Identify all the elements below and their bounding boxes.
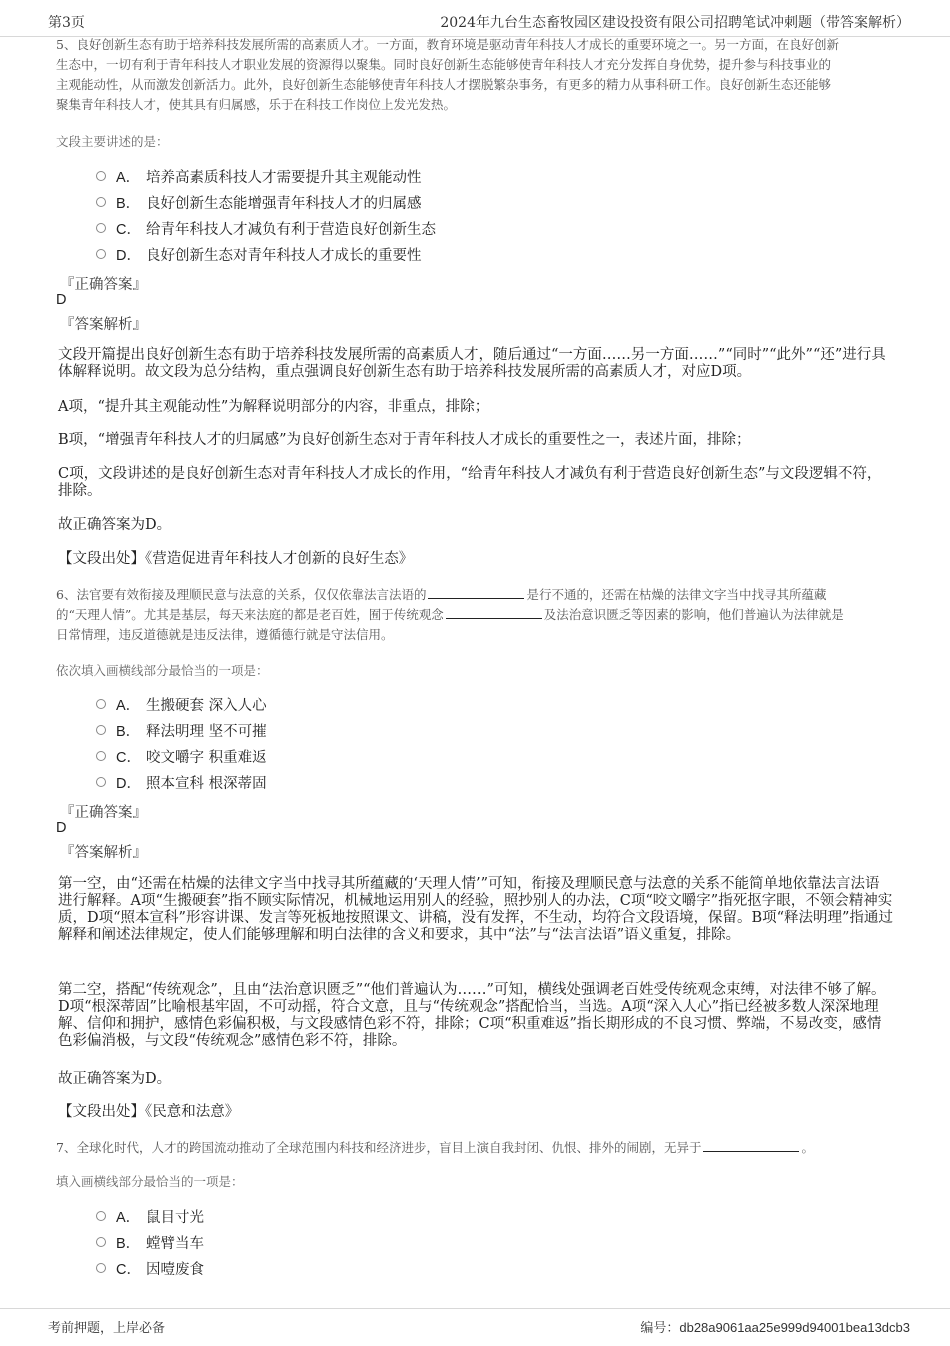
radio-icon[interactable] <box>96 171 106 181</box>
q5-correct-answer: D <box>56 292 67 308</box>
q7-options <box>96 1203 796 1281</box>
q5-option-b[interactable]: B． 良好创新生态能增强青年科技人才的归属感 <box>96 189 796 215</box>
q7-option-c[interactable]: C． 因噎废食 <box>96 1255 796 1281</box>
q5-option-c[interactable]: C． 给青年科技人才减负有利于营造良好创新生态 <box>96 215 796 241</box>
radio-icon[interactable] <box>96 223 106 233</box>
q5-prompt: 文段主要讲述的是： <box>56 134 169 149</box>
q7-passage: 7、全球化时代，人才的跨国流动推动了全球范围内科技和经济进步，盲目上演自我封闭、仇恨、排外的闹剧，无异于 。 <box>56 1140 814 1155</box>
q6-passage-line: 6、法官要有效衔接及理顺民意与法意的关系，仅仅依靠法言法语的 是行不通的，还需在枯燥的法律文字当中找寻其所蕴藏 <box>56 587 827 602</box>
q5-passage-line: 5、良好创新生态有助于培养科技发展所需的高素质人才。一方面，教育环境是驱动青年科技人才成长的重要环境之一。另一方面，在良好创新 <box>56 37 839 52</box>
q5-analysis-p4: C项，文段讲述的是良好创新生态对青年科技人才成长的作用，“给青年科技人才减负有利于营造良好创新生态”与文段逻辑不符，排除。 <box>58 466 882 499</box>
radio-icon[interactable] <box>96 777 106 787</box>
q7-option-a[interactable]: A． 鼠目寸光 <box>96 1203 796 1229</box>
answer-blank <box>703 1139 799 1152</box>
footer-code-label: 编号： <box>640 1321 680 1336</box>
q6-analysis-p2: 第二空，搭配“传统观念”，且由“法治意识匮乏”“他们普遍认为……”可知，横线处强调老百姓受传统观念束缚，对法律不够了解。D项“根深蒂固”比喻根基牢固，不可动摇，符合文意，且与“传统观念”搭配恰当，当选。A项“深入人心”指已经被多数人深深地理解、信仰和拥护，感情色彩偏积极，与文段感情色彩不符，排除；C项“积重难返”指长期形成的不良习惯、弊端，不易改变，感情色彩偏消极，与文段“传统观念”感情色彩不符，排除。 <box>58 982 886 1049</box>
q5-option-a[interactable]: A． 培养高素质科技人才需要提升其主观能动性 <box>96 163 796 189</box>
q6-analysis-p3: 故正确答案为D。 <box>58 1071 172 1087</box>
footer-code-value: db28a9061aa25e999d94001bea13dcb3 <box>679 1320 910 1335</box>
radio-icon[interactable] <box>96 1237 106 1247</box>
page-header <box>0 0 950 37</box>
q5-passage <box>56 35 892 115</box>
page-number: 第3页 <box>48 15 85 31</box>
q6-option-b[interactable]: B． 释法明理 坚不可摧 <box>96 717 796 743</box>
footer-code <box>640 1317 910 1336</box>
document-title: 2024年九台生态畜牧园区建设投资有限公司招聘笔试冲刺题（带答案解析） <box>440 15 910 31</box>
q5-analysis-p3: B项，“增强青年科技人才的归属感”为良好创新生态对于青年科技人才成长的重要性之一，表述片面，排除； <box>58 432 751 448</box>
q5-passage-line: 主观能动性，从而激发创新活力。此外，良好创新生态能够使青年科技人才摆脱繁杂事务，有更多的精力从事科研工作。良好创新生态还能够 <box>56 77 832 92</box>
answer-blank <box>446 606 542 619</box>
q5-analysis-p5: 故正确答案为D。 <box>58 517 172 533</box>
q5-analysis-label: 『答案解析』 <box>60 317 147 333</box>
q5-options <box>96 163 796 267</box>
q6-source: 【文段出处】《民意和法意》 <box>58 1104 240 1120</box>
footer-slogan: 考前押题，上岸必备 <box>48 1321 166 1336</box>
q6-option-c[interactable]: C． 咬文嚼字 积重难返 <box>96 743 796 769</box>
radio-icon[interactable] <box>96 699 106 709</box>
q6-option-a[interactable]: A． 生搬硬套 深入人心 <box>96 691 796 717</box>
q6-passage <box>56 585 892 645</box>
q5-analysis-p2: A项，“提升其主观能动性”为解释说明部分的内容，非重点，排除； <box>58 399 490 415</box>
q6-analysis-p1: 第一空，由“还需在枯燥的法律文字当中找寻其所蕴藏的‘天理人情’”可知，衔接及理顺民意与法意的关系不能简单地依靠法言法语进行解释。A项“生搬硬套”指不顾实际情况，机械地运用别人的经验，照抄别人的办法，C项“咬文嚼字”指死抠字眼，不领会精神实质，D项“照本宣科”形容讲课、发言等死板地按照课文、讲稿，没有发挥，不生动，均符合文段语境，保留。B项“释法明理”指通过解释和阐述法律规定，使人们能够理解和明白法律的含义和要求，其中“法”与“法言法语”语义重复，排除。 <box>58 876 893 943</box>
q5-passage-line: 生态中，一切有利于青年科技人才职业发展的资源得以聚集。同时良好创新生态能够使青年科技人才充分发挥自身优势，提升参与科技事业的 <box>56 57 832 72</box>
radio-icon[interactable] <box>96 249 106 259</box>
q6-options <box>96 691 796 795</box>
q6-option-d[interactable]: D． 照本宣科 根深蒂固 <box>96 769 796 795</box>
answer-blank <box>428 586 524 599</box>
q6-correct-label: 『正确答案』 <box>60 805 147 821</box>
q6-prompt: 依次填入画横线部分最恰当的一项是： <box>56 663 269 678</box>
q5-passage-line: 聚集青年科技人才，使其具有归属感，乐于在科技工作岗位上发光发热。 <box>56 97 457 112</box>
radio-icon[interactable] <box>96 751 106 761</box>
page-footer <box>0 1308 950 1346</box>
q5-source: 【文段出处】《营造促进青年科技人才创新的良好生态》 <box>58 551 414 567</box>
q7-option-b[interactable]: B． 螳臂当车 <box>96 1229 796 1255</box>
q7-prompt: 填入画横线部分最恰当的一项是： <box>56 1174 244 1189</box>
radio-icon[interactable] <box>96 1263 106 1273</box>
radio-icon[interactable] <box>96 197 106 207</box>
q5-option-d[interactable]: D． 良好创新生态对青年科技人才成长的重要性 <box>96 241 796 267</box>
radio-icon[interactable] <box>96 1211 106 1221</box>
radio-icon[interactable] <box>96 725 106 735</box>
q6-correct-answer: D <box>56 820 67 836</box>
q6-passage-line: 日常情理，违反道德就是违反法律，遵循德行就是守法信用。 <box>56 627 394 642</box>
q6-passage-line: 的“天理人情”。尤其是基层，每天来法庭的都是老百姓，囿于传统观念 及法治意识匮乏等因素的影响，他们普遍认为法律就是 <box>56 607 844 622</box>
q6-analysis-label: 『答案解析』 <box>60 845 147 861</box>
q5-correct-label: 『正确答案』 <box>60 277 147 293</box>
q5-analysis-p1: 文段开篇提出良好创新生态有助于培养科技发展所需的高素质人才，随后通过“一方面……另一方面……”“同时”“此外”“还”进行具体解释说明。故文段为总分结构，重点强调良好创新生态有助于培养科技发展所需的高素质人才，对应D项。 <box>58 347 886 380</box>
